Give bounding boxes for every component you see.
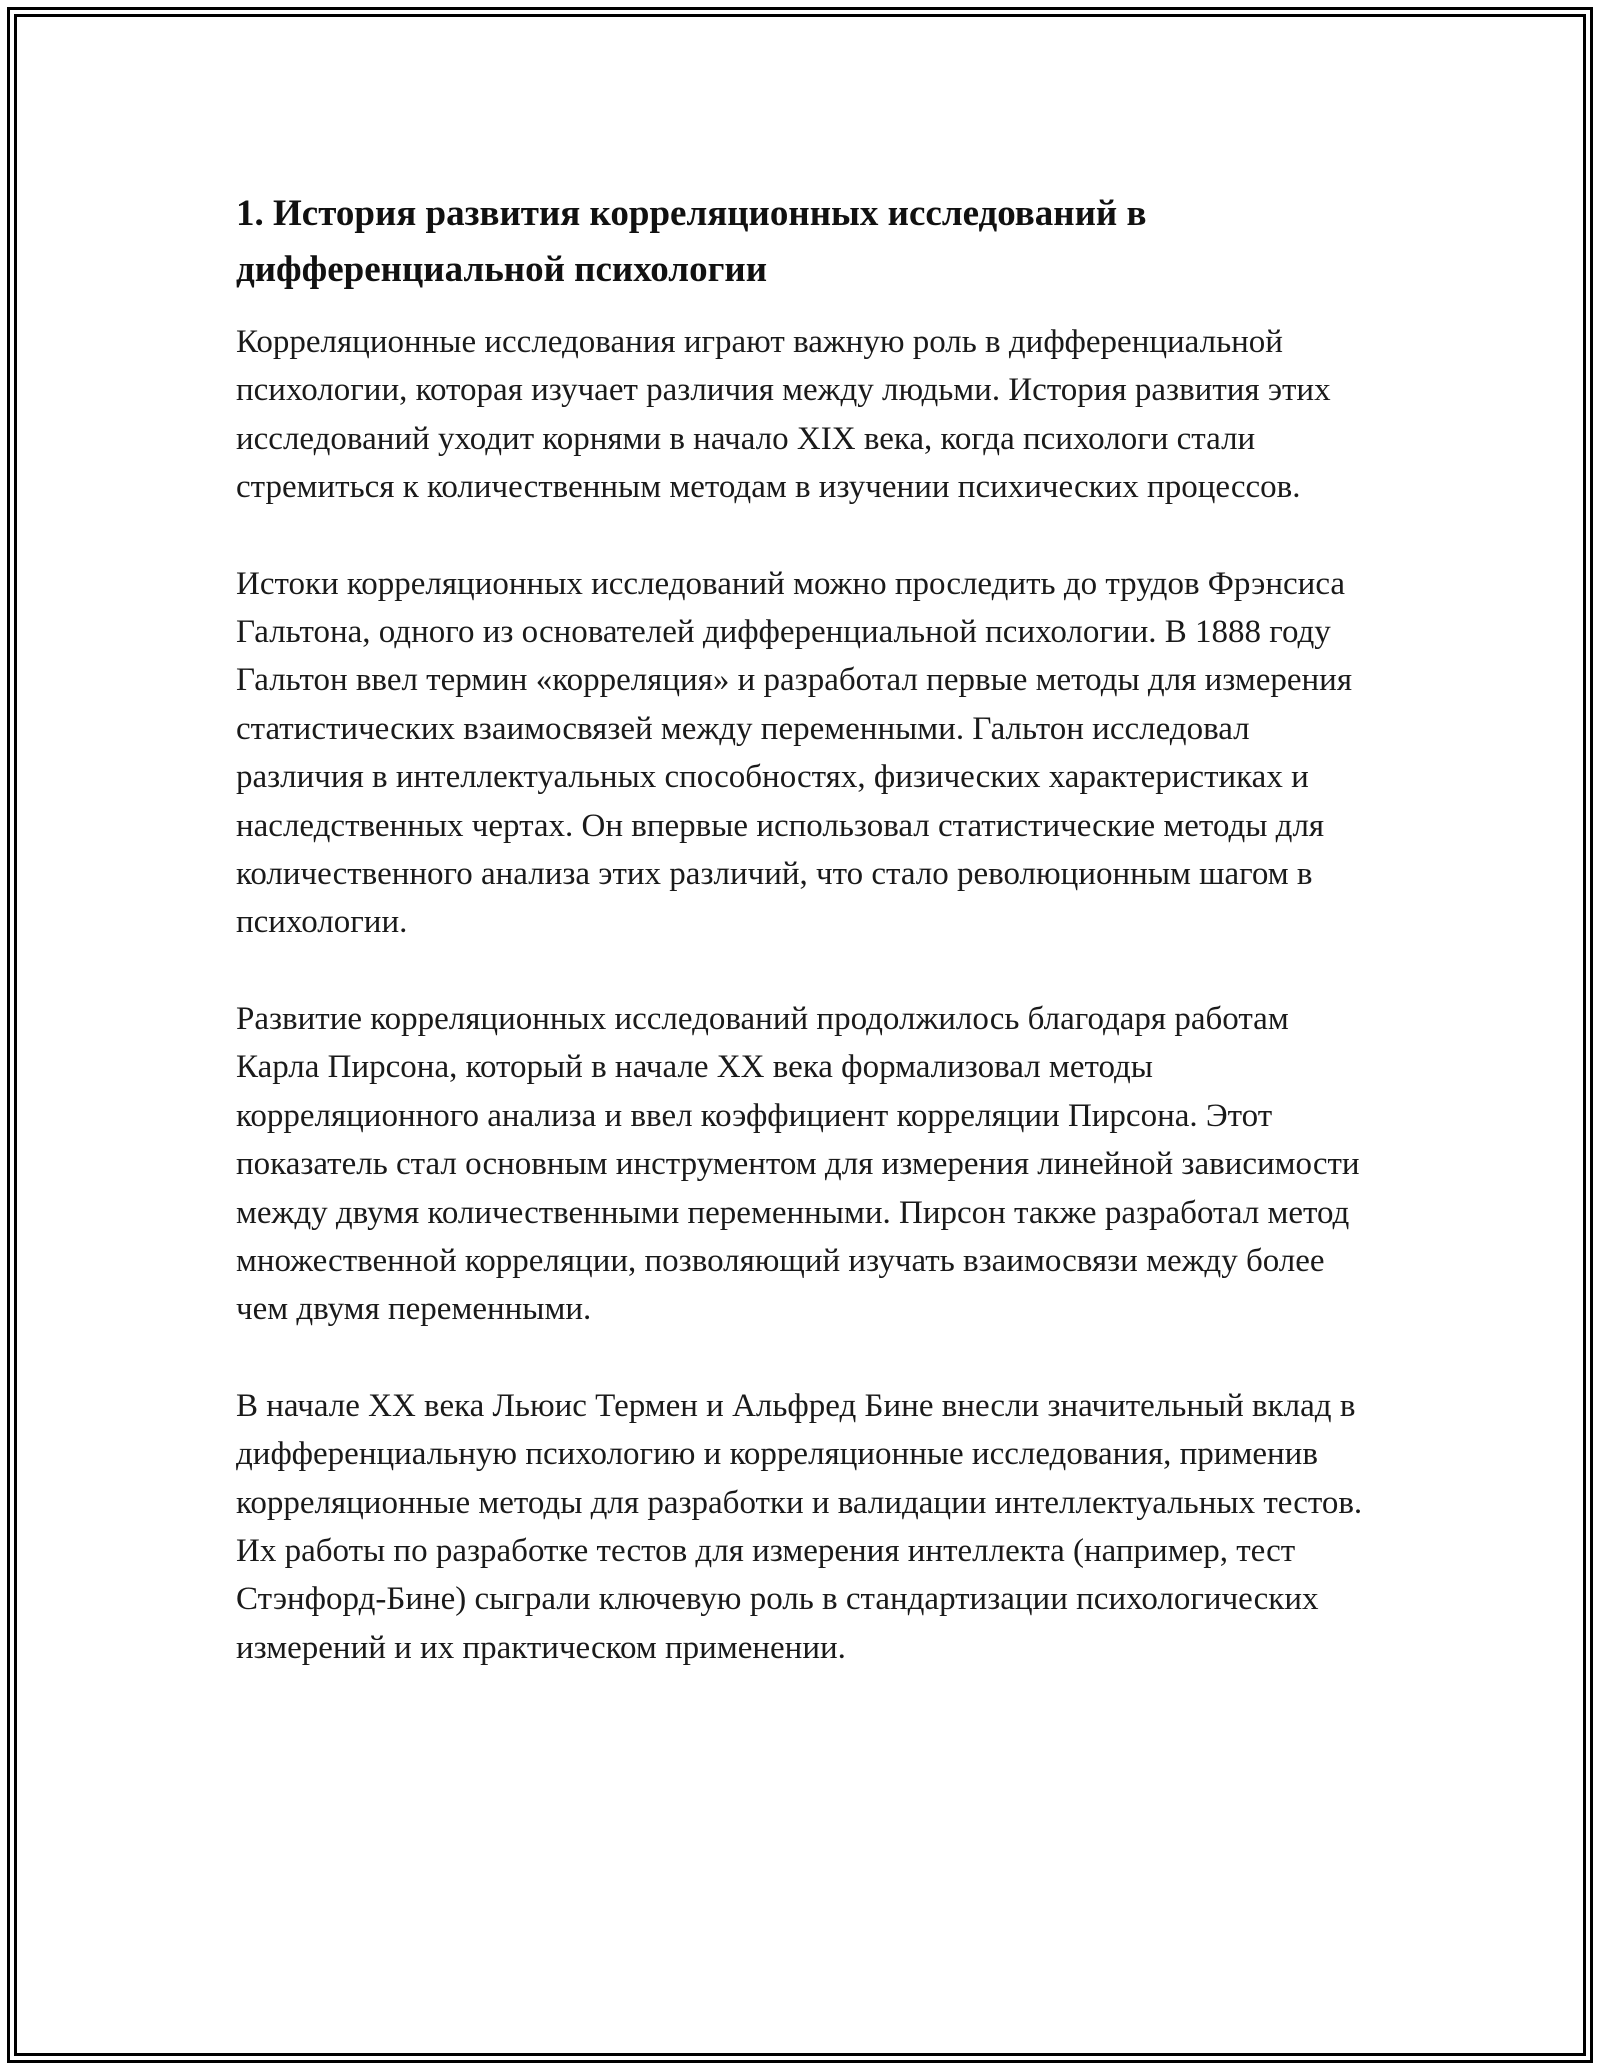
paragraph-3: Развитие корреляционных исследований продолжилось благодаря работам Карла Пирсона, который в начале XX века формализовал методы корреляционного анализа и ввел коэффициент корреляции Пирсона. Этот показатель стал основным инструментом для измерения линейной зависимости между двумя количественными переменными. Пирсон также разработал метод множественной корреляции, позволяющий изучать взаимосвязи между более чем двумя переменными. — [236, 1000, 1360, 1328]
paragraph-1: Корреляционные исследования играют важную роль в дифференциальной психологии, которая изучает различия между людьми. История развития этих исследований уходит корнями в начало XIX века, когда психологи стали стремиться к количественным методам в изучении психических процессов. — [236, 324, 1331, 506]
document-body — [236, 186, 1376, 1672]
paragraph-4: В начале XX века Льюис Термен и Альфред Бине внесли значительный вклад в дифференциальную психологию и корреляционные исследования, применив корреляционные методы для разработки и валидации интеллектуальных тестов. Их работы по разработке тестов для измерения интеллекта (например, тест Стэнфорд-Бине) сыграли ключевую роль в стандартизации психологических измерений и их практическом применении. — [236, 1387, 1363, 1666]
paragraph-2: Истоки корреляционных исследований можно проследить до трудов Фрэнсиса Гальтона, одного из основателей дифференциальной психологии. В 1888 году Гальтон ввел термин «корреляция» и разработал первые методы для измерения статистических взаимосвязей между переменными. Гальтон исследовал различия в интеллектуальных способностях, физических характеристиках и наследственных чертах. Он впервые использовал статистические методы для количественного анализа этих различий, что стало революционным шагом в психологии. — [236, 565, 1353, 941]
section-heading: 1. История развития корреляционных исследований в дифференциальной психологии — [236, 193, 1147, 290]
